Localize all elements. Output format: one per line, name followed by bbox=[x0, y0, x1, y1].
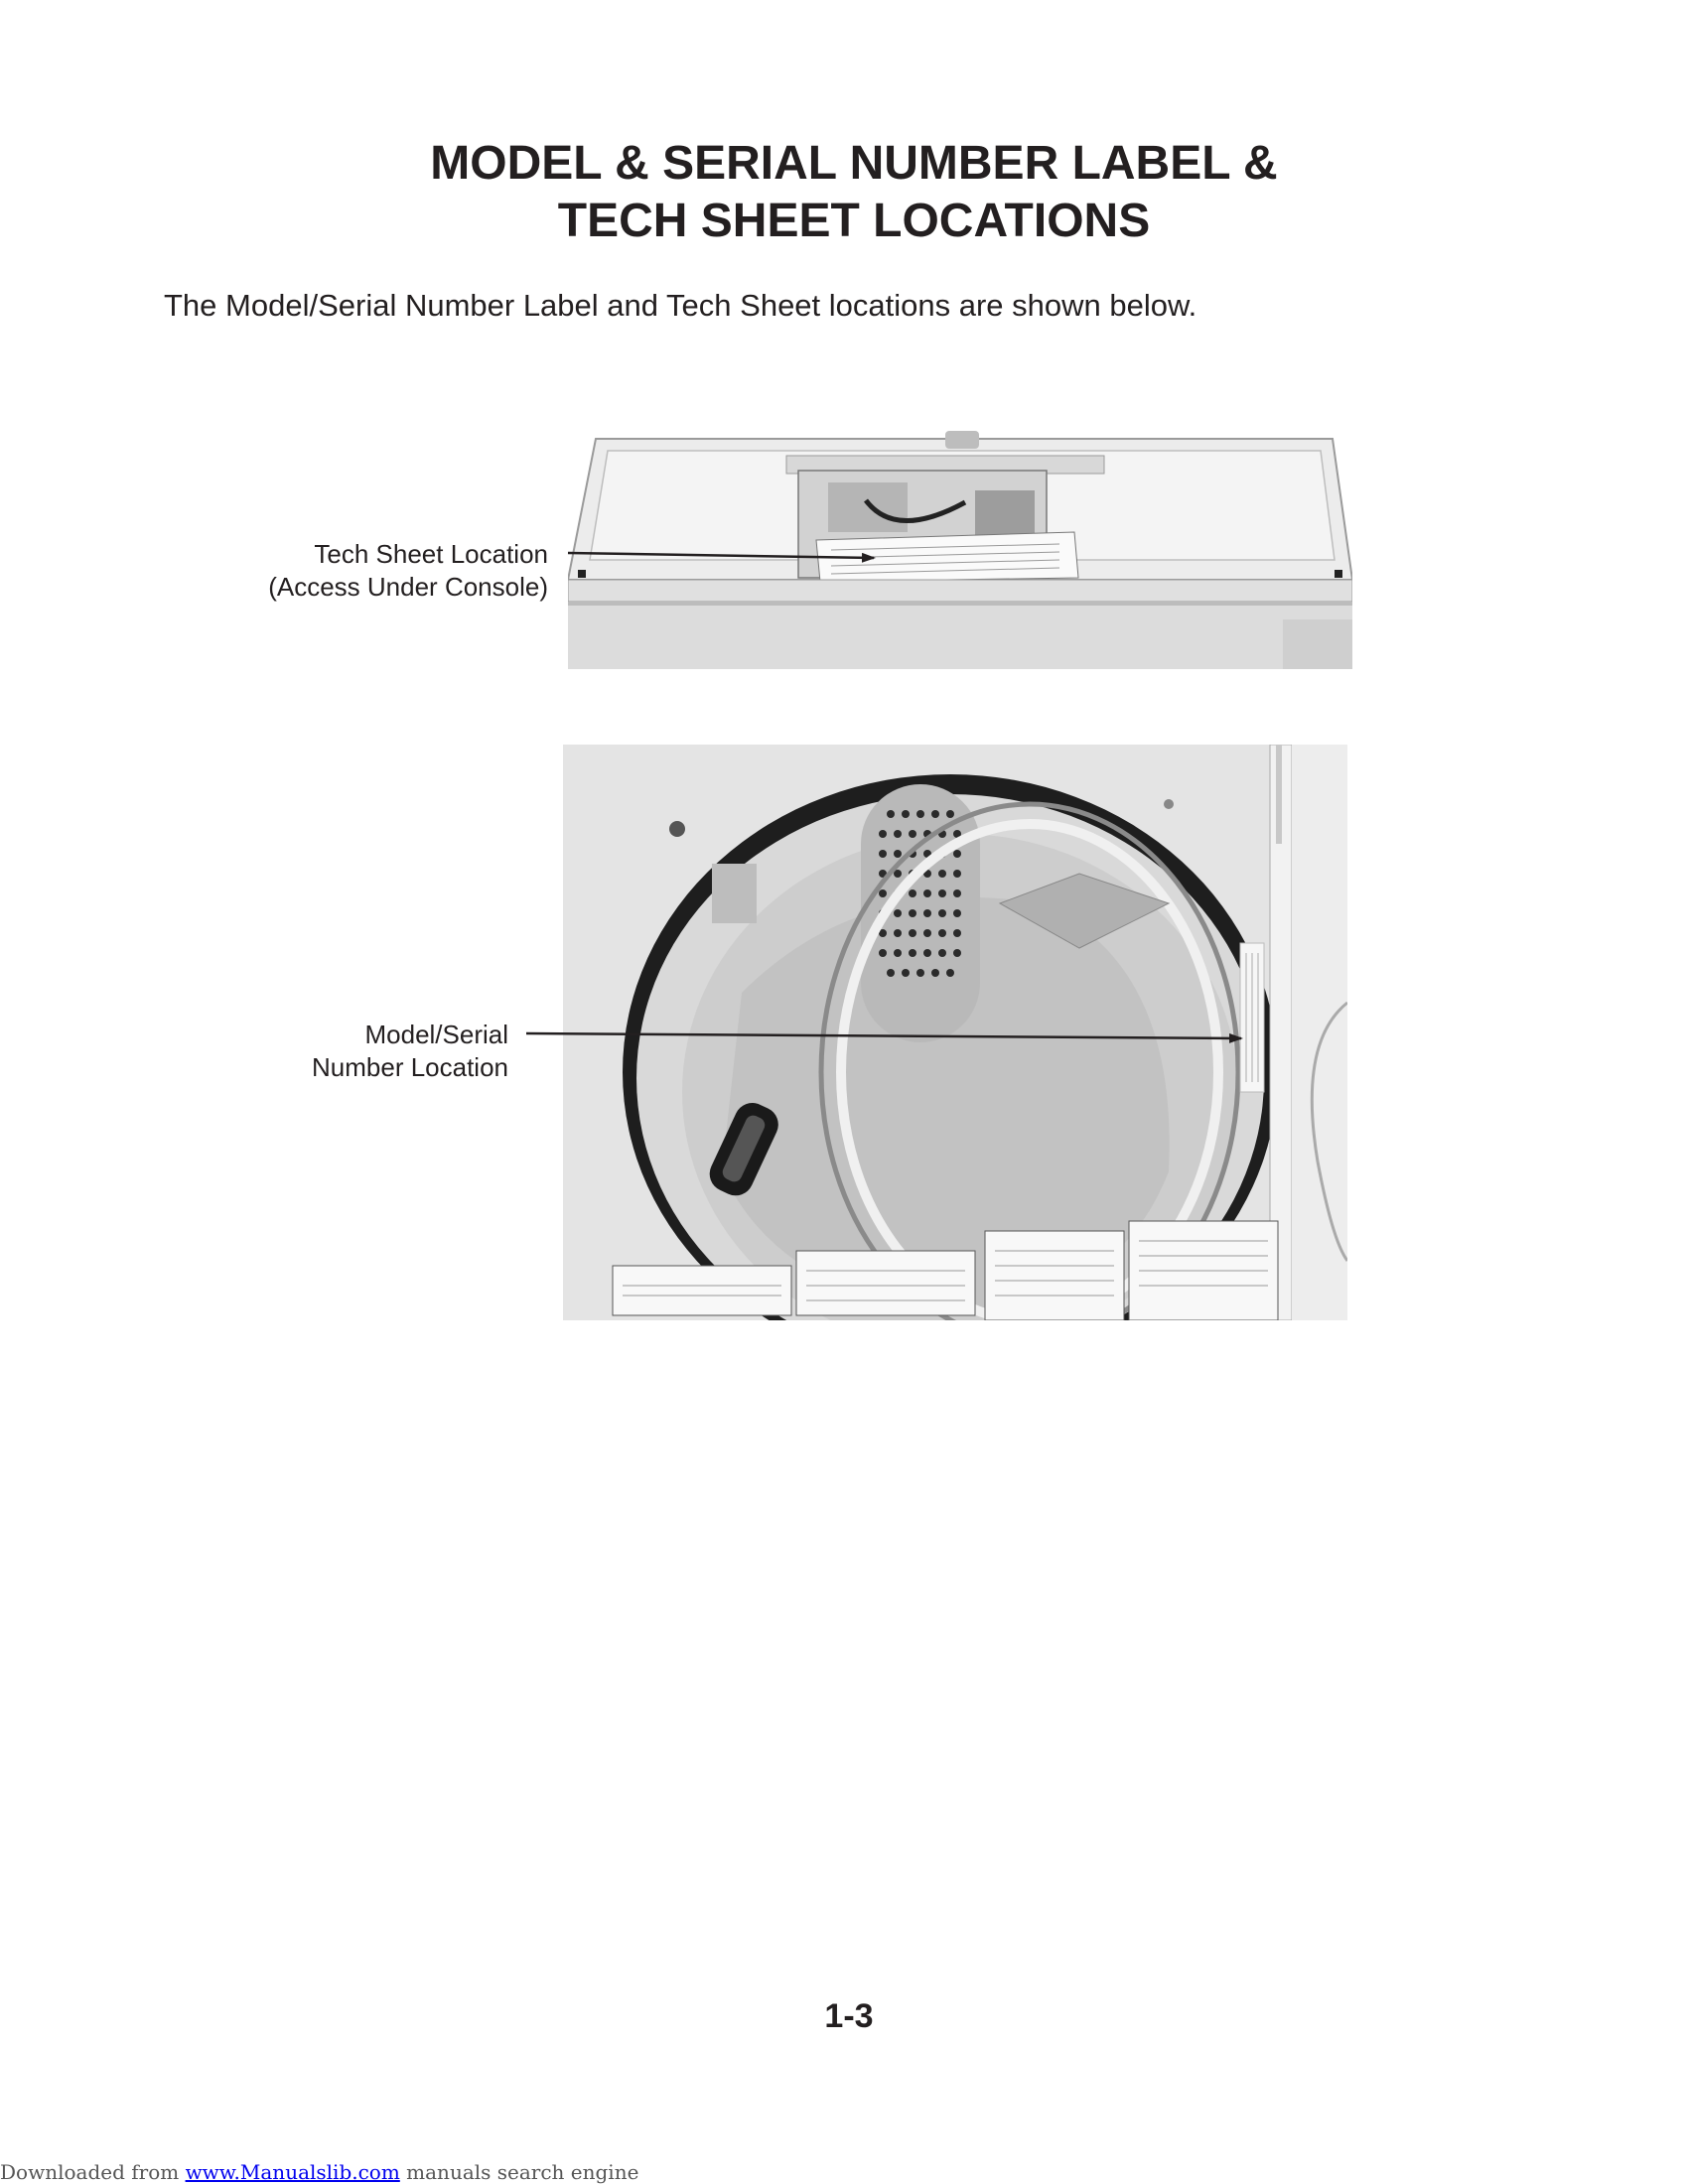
intro-text: The Model/Serial Number Label and Tech Sheet locations are shown below. bbox=[164, 288, 1197, 323]
model-serial-callout-line-1: Model/Serial bbox=[364, 1020, 508, 1049]
download-footer bbox=[0, 2160, 638, 2184]
page-number: 1-3 bbox=[824, 1997, 874, 2035]
model-serial-callout-line-2: Number Location bbox=[312, 1052, 508, 1082]
tech-sheet-callout-line-1: Tech Sheet Location bbox=[314, 539, 548, 569]
footer-prefix: Downloaded from bbox=[0, 2160, 186, 2184]
drum-photo bbox=[563, 745, 1347, 1320]
title-line-1: MODEL & SERIAL NUMBER LABEL & bbox=[430, 137, 1278, 190]
title-line-2: TECH SHEET LOCATIONS bbox=[557, 195, 1151, 247]
model-serial-callout bbox=[258, 1019, 508, 1084]
tech-sheet-callout-line-2: (Access Under Console) bbox=[268, 572, 548, 602]
manualslib-link[interactable]: www.Manualslib.com bbox=[185, 2160, 400, 2184]
tech-sheet-callout bbox=[238, 538, 548, 604]
footer-suffix: manuals search engine bbox=[399, 2160, 639, 2184]
page-title bbox=[0, 135, 1688, 250]
console-photo bbox=[568, 431, 1352, 669]
